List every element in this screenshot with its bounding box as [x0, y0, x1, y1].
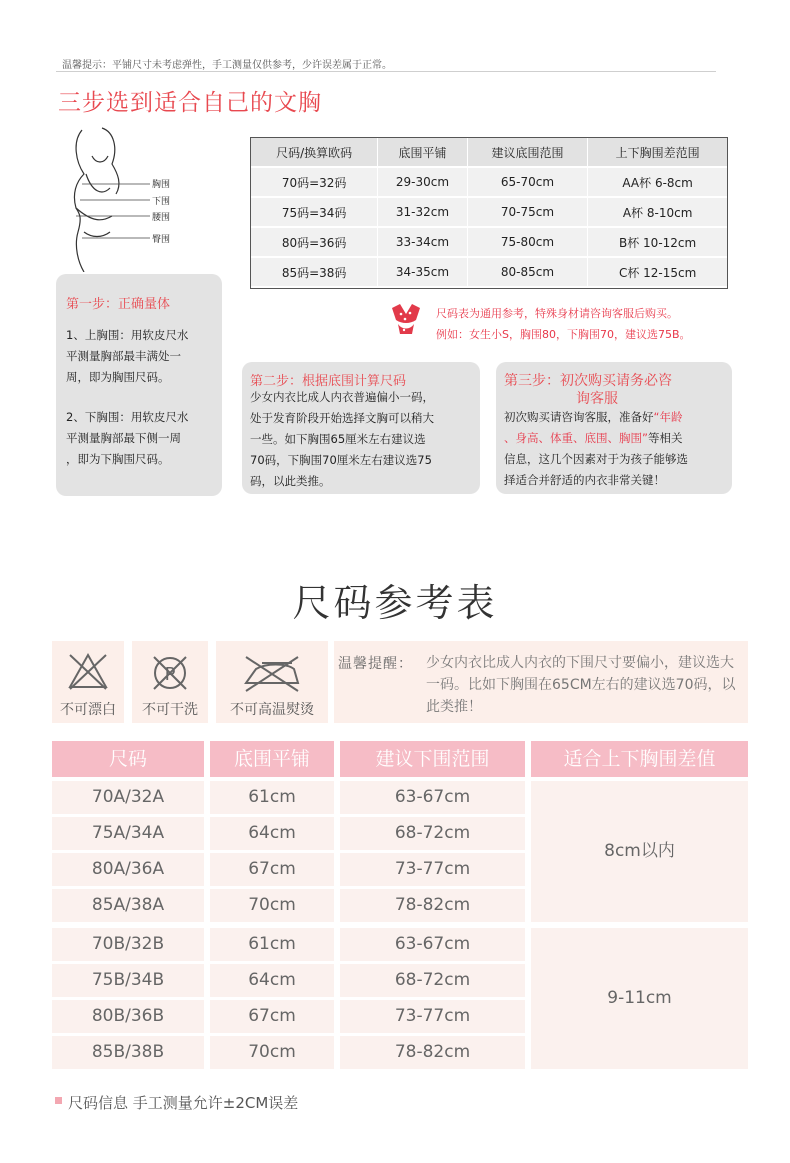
table-cell: 63-67cm: [340, 781, 525, 814]
table2-header-diff: 适合上下胸围差值: [531, 741, 748, 777]
table-cell: 67cm: [210, 1000, 334, 1033]
step1-card: [56, 274, 222, 496]
table-header: 上下胸围差范围: [588, 138, 727, 168]
table-cell: AA杯 6-8cm: [588, 168, 727, 198]
table-cell: 70A/32A: [52, 781, 204, 814]
care-no-hot-iron: [216, 641, 328, 723]
table-header: 底围平铺: [378, 138, 467, 168]
table-cell: 68-72cm: [340, 964, 525, 997]
table-cell: 29-30cm: [378, 168, 467, 198]
table2-header-band: 底围平铺: [210, 741, 334, 777]
no-iron-icon: [216, 641, 328, 701]
step3-text-b: 等相关: [647, 431, 683, 445]
figure-label-hip: 臀围: [152, 235, 171, 245]
table-cell-diff-a: 8cm以内: [531, 781, 748, 922]
care-no-dryclean: [132, 641, 208, 723]
step2-card: [242, 362, 480, 494]
table-cell: 73-77cm: [340, 853, 525, 886]
table-cell: 78-82cm: [340, 1036, 525, 1069]
table-cell: 80码=36码: [251, 228, 378, 258]
table-cell-diff-b: 9-11cm: [531, 928, 748, 1069]
step1-text-1: 1、上胸围：用软皮尺水 平测量胸部最丰满处一 周，即为胸围尺码。: [66, 328, 189, 384]
step2-title: 第二步：根据底围计算尺码: [250, 374, 407, 389]
care-tip-heading: 温馨提醒：: [338, 656, 413, 672]
table-cell: 65-70cm: [468, 168, 589, 198]
table-cell: 70B/32B: [52, 928, 204, 961]
care-label: 不可高温熨烫: [230, 702, 314, 718]
table-cell: 85B/38B: [52, 1036, 204, 1069]
step3-title-line1: 第三步：初次购买请务必咨: [504, 373, 672, 389]
step1-text-2: 2、下胸围：用软皮尺水 平测量胸部最下侧一周 ，即为下胸围尺码。: [66, 410, 189, 466]
step3-text-a: 初次购买请咨询客服，准备好: [504, 410, 654, 424]
care-tip-body: 少女内衣比成人内衣的下围尺寸要偏小，建议选大一码。比如下胸围在65CM左右的建议选70码，以此类推！: [426, 655, 736, 715]
size-conversion-table: [250, 137, 728, 289]
table-cell: 61cm: [210, 781, 334, 814]
step3-text: [504, 407, 730, 491]
body-measure-figure: [62, 122, 182, 272]
table2-header-size: 尺码: [52, 741, 204, 777]
table-row: [251, 168, 727, 198]
step1-title: 第一步：正确量体: [66, 297, 171, 312]
table-cell: 85A/38A: [52, 889, 204, 922]
step3-title-line2: 询客服: [576, 391, 618, 407]
top-tip: 温馨提示：平铺尺寸未考虑弹性，手工测量仅供参考，少许误差属于正常。: [62, 60, 392, 71]
table-header: 建议底围范围: [468, 138, 589, 168]
table-cell: 67cm: [210, 853, 334, 886]
section-title: 尺码参考表: [292, 581, 498, 625]
care-no-bleach: [52, 641, 124, 723]
table-cell: 70cm: [210, 889, 334, 922]
table-cell: 64cm: [210, 817, 334, 850]
table-cell: 64cm: [210, 964, 334, 997]
note-line-2: 例如：女生小S，胸围80，下胸围70，建议选75B。: [436, 328, 691, 341]
table-cell: 85码=38码: [251, 258, 378, 288]
page-title: 三步选到适合自己的文胸: [58, 90, 322, 116]
step3-card: [496, 362, 732, 494]
table-cell: 78-82cm: [340, 889, 525, 922]
table-cell: 31-32cm: [378, 198, 467, 228]
table-cell: 34-35cm: [378, 258, 467, 288]
figure-label-waist: 腰围: [152, 213, 171, 223]
table-header-row: [251, 138, 727, 168]
care-label: 不可干洗: [142, 702, 198, 718]
table-cell: 80B/36B: [52, 1000, 204, 1033]
table-cell: 75A/34A: [52, 817, 204, 850]
table-row: [251, 228, 727, 258]
figure-label-bust: 胸围: [152, 180, 171, 190]
table-cell: B杯 10-12cm: [588, 228, 727, 258]
svg-text:P: P: [164, 664, 176, 685]
note-line-1: 尺码表为通用参考，特殊身材请咨询客服后购买。: [436, 307, 678, 320]
table-cell: 70-75cm: [468, 198, 589, 228]
step3-highlight-b: 、身高、体重、底围、胸围”: [504, 431, 648, 445]
table-cell: 63-67cm: [340, 928, 525, 961]
table-cell: 80A/36A: [52, 853, 204, 886]
care-label: 不可漂白: [60, 702, 116, 718]
figure-label-underbust: 下围: [152, 197, 171, 207]
divider: [56, 71, 716, 72]
table-cell: 33-34cm: [378, 228, 467, 258]
step2-text: 少女内衣比成人内衣普遍偏小一码， 处于发育阶段开始选择文胸可以稍大 一些。如下胸围65厘米左右建议选 70码，下胸围70厘米左右建议选75 码，以此类推。: [250, 390, 434, 488]
table-cell: 61cm: [210, 928, 334, 961]
table-cell: C杯 12-15cm: [588, 258, 727, 288]
table-cell: 80-85cm: [468, 258, 589, 288]
table-row: [251, 198, 727, 228]
table-cell: 70cm: [210, 1036, 334, 1069]
step3-text-c: 信息，这几个因素对于为孩子能够选 择适合并舒适的内衣非常关键！: [504, 452, 688, 487]
table-cell: 75-80cm: [468, 228, 589, 258]
no-dryclean-icon: [132, 641, 208, 701]
step3-highlight-a: “年龄: [653, 410, 683, 424]
table-cell: 75码=34码: [251, 198, 378, 228]
table-cell: A杯 8-10cm: [588, 198, 727, 228]
bra-icon: [388, 300, 424, 336]
table-cell: 70码=32码: [251, 168, 378, 198]
table-header: 尺码/换算欧码: [251, 138, 378, 168]
footer-note: 尺码信息 手工测量允许±2CM误差: [68, 1094, 299, 1112]
table-cell: 75B/34B: [52, 964, 204, 997]
table-row: [251, 258, 727, 288]
table2-header-range: 建议下围范围: [340, 741, 525, 777]
table-cell: 73-77cm: [340, 1000, 525, 1033]
footer-bullet: [55, 1097, 62, 1104]
table-cell: 68-72cm: [340, 817, 525, 850]
no-bleach-icon: [52, 641, 124, 701]
